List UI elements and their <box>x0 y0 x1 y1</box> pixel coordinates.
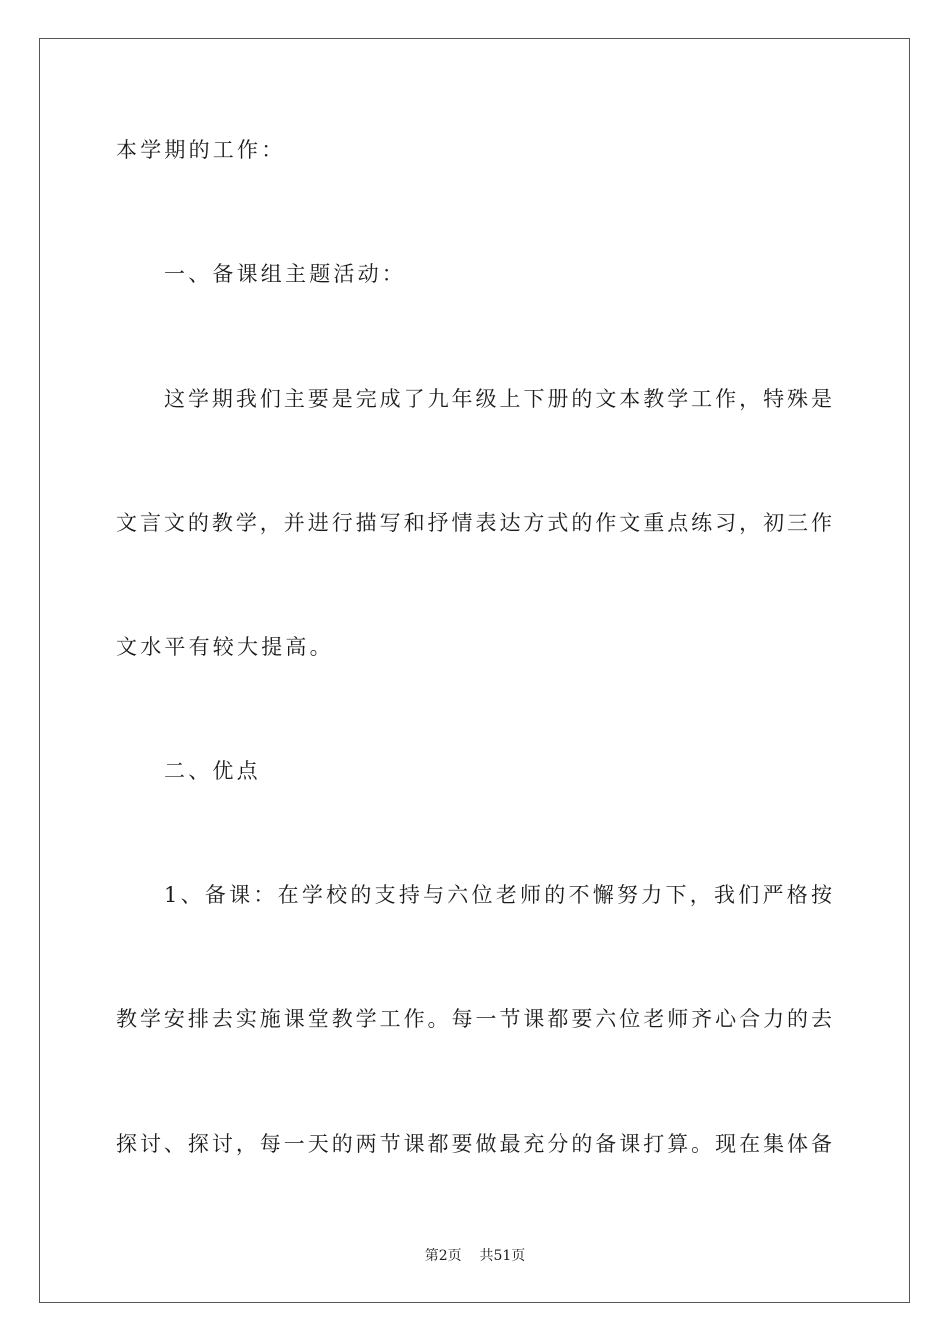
page-border <box>39 38 910 1303</box>
paragraph-2-line-2: 教学安排去实施课堂教学工作。每一节课都要六位老师齐心合力的去 <box>116 1007 832 1031</box>
page-number-footer: 第2页 共51页 <box>424 1248 526 1264</box>
text-line-1: 本学期的工作： <box>116 138 286 162</box>
section-heading-1: 一、备课组主题活动： <box>164 262 406 286</box>
paragraph-2-line-1: 1、备课：在学校的支持与六位老师的不懈努力下，我们严格按 <box>164 883 832 907</box>
paragraph-1-line-2: 文言文的教学，并进行描写和抒情表达方式的作文重点练习，初三作 <box>116 511 832 535</box>
paragraph-2-line-3: 探讨、探讨，每一天的两节课都要做最充分的备课打算。现在集体备 <box>116 1132 832 1156</box>
paragraph-1-line-3: 文水平有较大提高。 <box>116 635 334 659</box>
paragraph-1-line-1: 这学期我们主要是完成了九年级上下册的文本教学工作，特殊是 <box>164 387 832 411</box>
section-heading-2: 二、优点 <box>164 759 261 783</box>
